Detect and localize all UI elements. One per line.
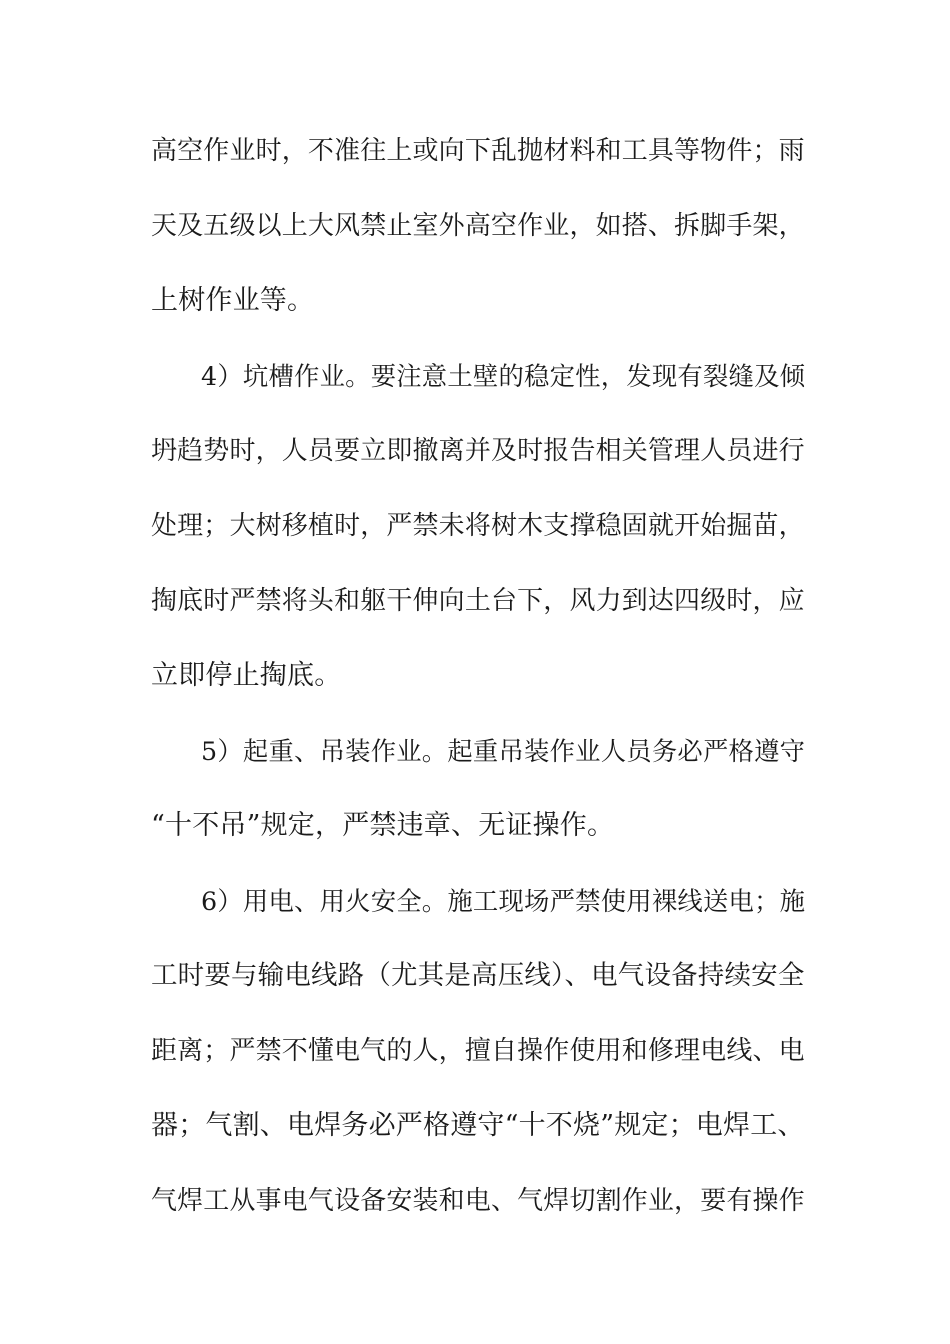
paragraph-line: 天及五级以上大风禁止室外高空作业，如搭、拆脚手架， <box>151 211 805 241</box>
paragraph-line-indented: 6）用电、用火安全。施工现场严禁使用裸线送电；施 <box>201 886 806 916</box>
paragraph-line: 高空作业时，不准往上或向下乱抛材料和工具等物件；雨 <box>151 136 805 166</box>
paragraph-line: 距离；严禁不懂电气的人，擅自操作使用和修理电线、电 <box>151 1036 805 1066</box>
paragraph-line: 掏底时严禁将头和躯干伸向土台下，风力到达四级时，应 <box>151 586 805 616</box>
paragraph-line-indented: 5）起重、吊装作业。起重吊装作业人员务必严格遵守 <box>201 736 806 766</box>
paragraph-line: 工时要与输电线路（尤其是高压线）、电气设备持续安全 <box>151 960 805 991</box>
paragraph-line-indented: 4）坑槽作业。要注意土壁的稳定性，发现有裂缝及倾 <box>201 361 806 391</box>
paragraph-line: 处理；大树移植时，严禁未将树木支撑稳固就开始掘苗， <box>151 511 805 541</box>
paragraph-line: 器；气割、电焊务必严格遵守“十不烧”规定；电焊工、 <box>151 1110 805 1141</box>
paragraph-line: 上树作业等。 <box>151 285 315 316</box>
paragraph-line: “十不吊”规定，严禁违章、无证操作。 <box>151 810 615 841</box>
paragraph-line: 立即停止掏底。 <box>151 660 342 691</box>
paragraph-line: 坍趋势时，人员要立即撤离并及时报告相关管理人员进行 <box>151 436 805 466</box>
paragraph-line: 气焊工从事电气设备安装和电、气焊切割作业，要有操作 <box>151 1186 805 1216</box>
